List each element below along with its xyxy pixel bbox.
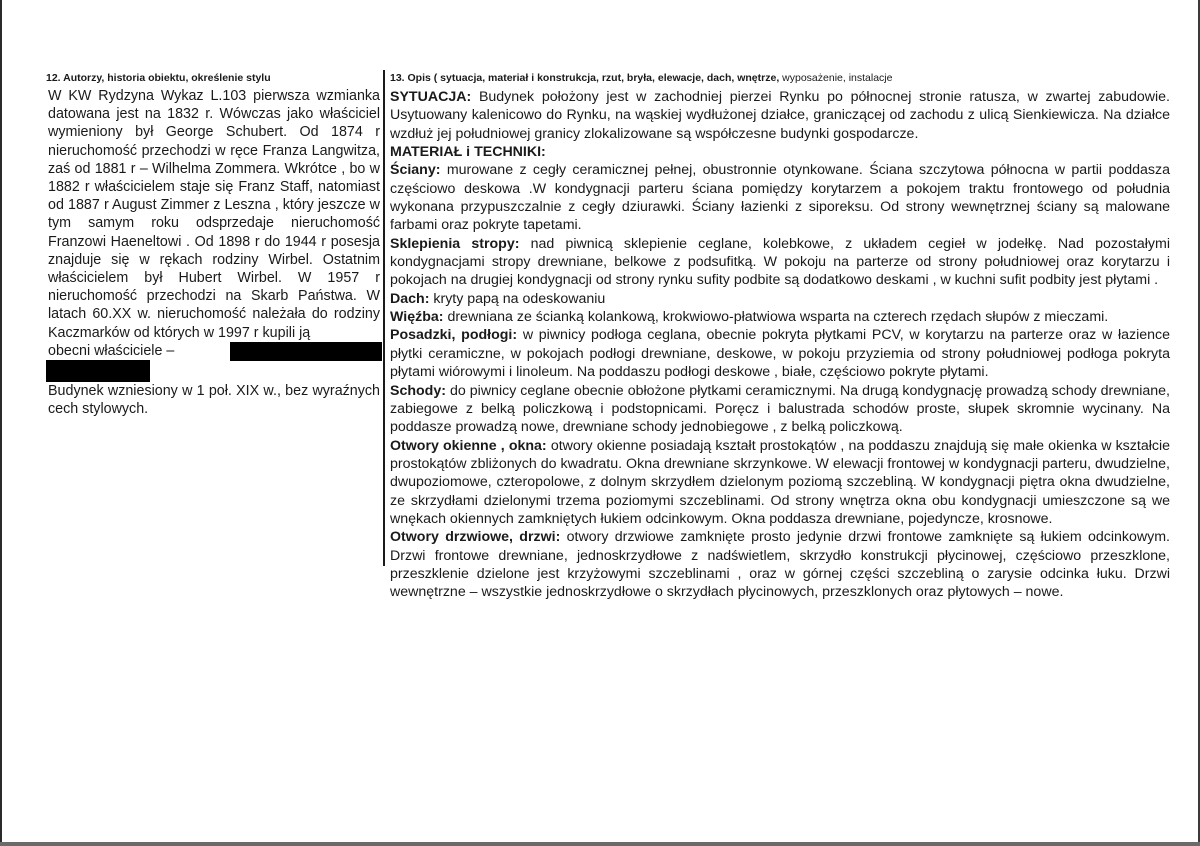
scan-edge-bottom xyxy=(0,842,1200,846)
sklepienia-text: nad piwnicą sklepienie ceglane, kolebkowe, z układem cegieł w jodełkę. Nad pozostałymi kondygnacjami stropy drewniane, belkowe z podsufitką. W pokoju na parterze od strony południowej oraz korytarzu i pokojach na drugiej kondygnacji od strony rynku sufity podbite są dodatkowo deskami , w kuchni sufit podbity jest płytami . xyxy=(390,235,1170,289)
description-heading xyxy=(390,72,1170,85)
schody-paragraph xyxy=(390,382,1170,437)
sytuacja-text: Budynek położony jest w zachodniej pierzei Rynku po północnej stronie ratusza, w zwartej zabudowie. Usytuowany kalenicowo do Rynku, na wąskiej wydłużonej działce, graniczącej od zachodu z ulicą Sienkiewicza. Na działce wzdłuż jej południowej granicy zlokalizowane są współczesne budynki gospodarcze. xyxy=(390,89,1170,142)
drzwi-paragraph xyxy=(390,528,1170,601)
schody-text: do piwnicy ceglane obecnie obłożone płytkami ceramicznymi. Na drugą kondygnację prowadzą schody drewniane, zabiegowe z belką policzkową i podstopnicami. Poręcz i balustrada schodów proste, słupek skromnie wycinany. Na poddasze prowadzą nowe, drewniane schody jednobiegowe , z belką policzkową. xyxy=(390,382,1170,436)
posadzki-paragraph xyxy=(390,326,1170,381)
drzwi-text: otwory drzwiowe zamknięte prosto jedynie drzwi frontowe zamknięte są łukiem odcinkowym. Drzwi frontowe drewniane, jednoskrzydłowe z nadświetlem, skrzydło konstrukcji płycinowej, częściowo przeszklone, przeszklenie dzielone jest krzyżowymi szczeblinami , oraz w górnej części szczebliną o zarysie odcinka łuku. Drzwi wewnętrzne – wszystkie jednoskrzydłowe o skrzydłach płycinowych, przeszklonych oraz płytowych – nowe. xyxy=(390,529,1170,601)
okna-text: otwory okienne posiadają kształt prostokątów , na poddaszu znajdują się małe okienka w kształcie prostokątów zbliżonych do kwadratu. Okna drewniane skrzynkowe. W elewacji frontowej w kondygnacji parteru, dwudzielne, dwupoziomowe, czteropolowe, z dolnym skrzydłem dzielonym poziomą szczebliną. W kondygnacji piętra okna dwudzielne, ze skrzydłami dzielonymi trzema poziomymi szczeblinami. Od strony wnętrza okna obu kondygnacji umieszczone są we wnękach okiennych zamkniętych łukiem odcinkowym. Okna poddasza drewniane, pojedyncze, krosnowe. xyxy=(390,437,1170,527)
current-owners-label: obecni właściciele – xyxy=(48,342,175,359)
posadzki-label: Posadzki, podłogi: xyxy=(390,327,518,344)
posadzki-text: w piwnicy podłoga ceglana, obecnie pokryta płytkami PCV, w korytarzu na parterze oraz w łazience płytki ceramiczne, w pokojach podłogi drewniane, deskowe, w pokoju przyziemia od strony południowej podłoga pokryta płytami wiórowymi i linoleum. Na poddaszu podłogi deskowe , białe, częściowo pokryte płytami. xyxy=(390,327,1170,381)
history-column xyxy=(46,72,380,418)
material-title: MATERIAŁ i TECHNIKI: xyxy=(390,144,546,161)
wiezba-label: Więźba: xyxy=(390,309,444,326)
redaction-block xyxy=(46,360,150,382)
description-body xyxy=(390,88,1170,602)
sklepienia-label: Sklepienia stropy: xyxy=(390,235,520,252)
description-column xyxy=(390,72,1170,602)
current-owners-line xyxy=(48,342,380,360)
dach-label: Dach: xyxy=(390,290,430,307)
history-text: W KW Rydzyna Wykaz L.103 pierwsza wzmianka datowana jest na 1832 r. Wówczas jako właściciel wymieniony był George Schubert. Od 1874 r nieruchomość przechodzi w ręce Franza Langwitza, zaś od 1881 r – Wilhelma Zommera. Wkrótce , bo w 1882 r właścicielem staje się Franz Staff, natomiast od 1887 r August Zimmer z Leszna , który jeszcze w tym samym roku odsprzedaje nieruchomość Franzowi Haeneltowi . Od 1898 r do 1944 r posesja znajduje się w rękach rodziny Wirbel. Ostatnim właścicielem był Hubert Wirbel. W 1957 r nieruchomość przechodzi na Skarb Państwa. W latach 60.XX w. nieruchomość należała do rodziny Kaczmarków od których w 1997 r kupili ją xyxy=(48,88,380,341)
description-heading-main: 13. Opis ( sytuacja, materiał i konstrukcja, rzut, bryła, elewacje, dach, wnętrze, xyxy=(390,72,780,84)
okna-label: Otwory okienne , okna: xyxy=(390,437,547,454)
description-heading-tail: wyposażenie, instalacje xyxy=(782,72,893,84)
drzwi-label: Otwory drzwiowe, drzwi: xyxy=(390,529,561,546)
history-heading: 12. Autorzy, historia obiektu, określenie stylu xyxy=(46,72,271,84)
style-description: Budynek wzniesiony w 1 poł. XIX w., bez wyraźnych cech stylowych. xyxy=(48,382,380,418)
column-divider xyxy=(383,70,385,566)
sytuacja-paragraph xyxy=(390,88,1170,143)
sciany-label: Ściany: xyxy=(390,162,441,179)
wiezba-text: drewniana ze ścianką kolankową, krokwiowo-płatwiowa wsparta na czterech rzędach słupów z mieczami. xyxy=(447,309,1109,326)
sciany-text: murowane z cegły ceramicznej pełnej, obustronnie otynkowane. Ściana szczytowa północna w partii poddasza częściowo deskowa .W kondygnacji parteru ściana pomiędzy korytarzem a pokojem traktu frontowego od południa wykonana przypuszczalnie z cegły dziurawki. Ściany łazienki z siporeksu. Od strony wewnętrznej ściany są malowane farbami oraz pokryte tapetami. xyxy=(390,162,1170,234)
wiezba-paragraph xyxy=(390,308,1170,326)
schody-label: Schody: xyxy=(390,382,446,399)
dach-paragraph xyxy=(390,290,1170,308)
sytuacja-label: SYTUACJA: xyxy=(390,89,472,105)
scan-edge-left xyxy=(0,0,2,846)
sklepienia-paragraph xyxy=(390,235,1170,290)
dach-text: kryty papą na odeskowaniu xyxy=(433,290,606,307)
redaction-block xyxy=(230,342,382,361)
sciany-paragraph xyxy=(390,161,1170,234)
okna-paragraph xyxy=(390,437,1170,529)
